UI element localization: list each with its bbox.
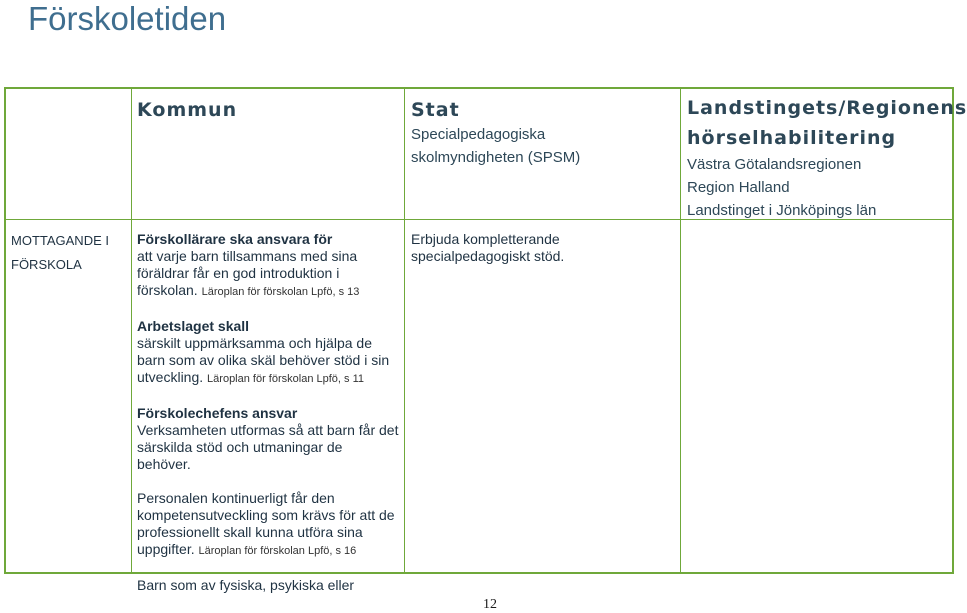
landsting-heading-line: hörselhabilitering: [687, 127, 897, 149]
block-text: Verksamheten utformas så att barn får det särskilda stöd och utmaningar de behöver.: [137, 422, 399, 472]
block-reference: Läroplan för förskolan Lpfö, s 16: [198, 545, 357, 557]
stat-sub-line: Specialpedagogiska: [411, 126, 546, 143]
block-heading: Förskollärare ska ansvara för: [137, 231, 333, 247]
block-heading: Förskolechefens ansvar: [137, 405, 298, 421]
landsting-subheading: [687, 153, 967, 222]
column-header-landsting: [687, 93, 967, 222]
kommun-block: [137, 577, 399, 594]
kommun-block: [137, 405, 399, 473]
landsting-sub-line: Västra Götalandsregionen: [687, 156, 862, 173]
stat-subheading: [411, 123, 580, 169]
kommun-content: [137, 231, 399, 611]
block-text: att varje barn tillsammans med sina föräldrar får en god introduktion i förskolan.: [137, 248, 358, 298]
landsting-sub-line: Region Halland: [687, 179, 790, 196]
row-label-line: FÖRSKOLA: [11, 257, 82, 272]
column-header-kommun: [137, 99, 237, 121]
kommun-block: [137, 231, 399, 301]
stat-content: Erbjuda kompletterande specialpedagogiskt stöd.: [411, 231, 565, 264]
landsting-heading-line: Landstingets/Regionens: [687, 97, 967, 119]
page-title: Förskoletiden: [28, 0, 227, 37]
kommun-block: [137, 490, 399, 560]
column-divider: [131, 89, 132, 572]
stat-heading: Stat: [411, 99, 460, 121]
stat-sub-line: skolmyndigheten (SPSM): [411, 149, 581, 166]
block-text: Personalen kontinuerligt får den kompetensutveckling som krävs för att de professionellt skall kunna utföra sina uppgifter.: [137, 490, 395, 557]
column-header-stat: [411, 99, 580, 169]
kommun-heading: Kommun: [137, 99, 238, 121]
column-divider: [680, 89, 681, 572]
block-text: Barn som av fysiska, psykiska eller: [137, 577, 355, 593]
responsibility-table: [4, 87, 967, 593]
row-label: [11, 229, 109, 277]
row-label-line: MOTTAGANDE I: [11, 233, 109, 248]
page-number: 12: [483, 597, 497, 612]
block-reference: Läroplan för förskolan Lpfö, s 11: [207, 373, 364, 385]
kommun-block: [137, 318, 399, 388]
landsting-sub-line: Landstinget i Jönköpings län: [687, 202, 877, 219]
column-divider: [404, 89, 405, 572]
block-reference: Läroplan för förskolan Lpfö, s 13: [201, 286, 360, 298]
block-text: särskilt uppmärksamma och hjälpa de barn som av olika skäl behöver stöd i sin utveckling.: [137, 335, 390, 385]
block-heading: Arbetslaget skall: [137, 318, 250, 334]
